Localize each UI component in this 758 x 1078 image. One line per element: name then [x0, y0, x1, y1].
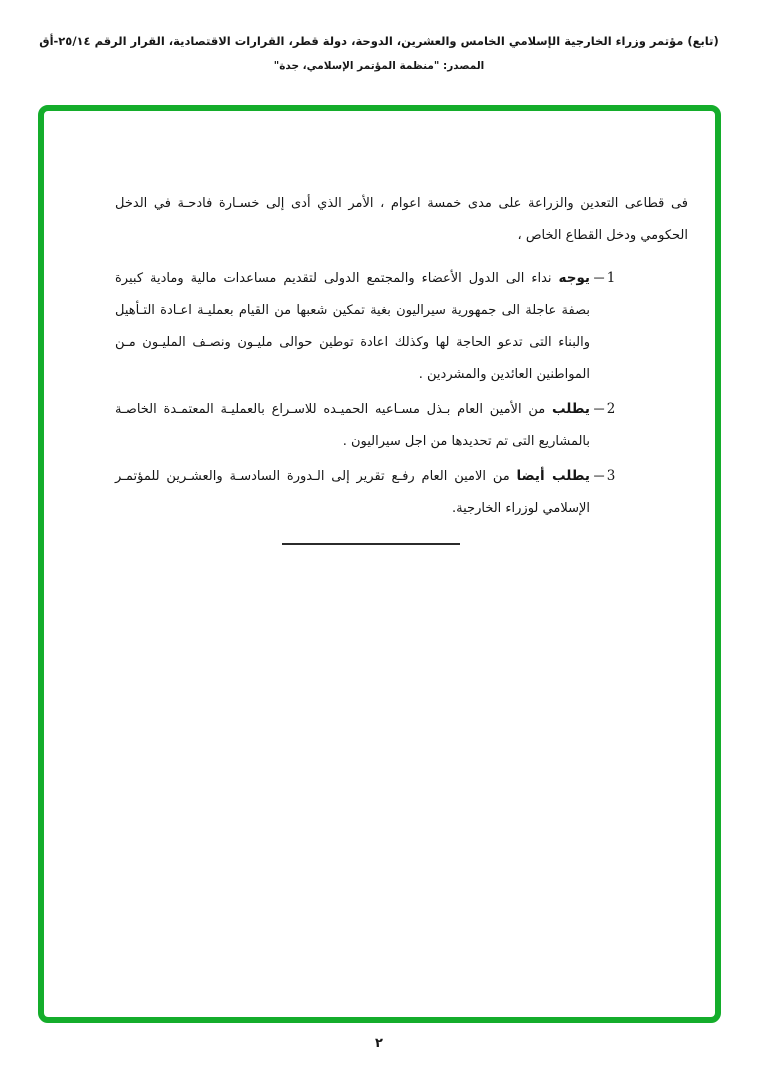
header-source: المصدر: "منظمة المؤتمر الإسلامي، جدة" — [273, 60, 485, 72]
list-item-keyword: يوجه — [558, 270, 590, 286]
list-item — [115, 393, 688, 458]
document-body — [115, 188, 688, 545]
list-item — [115, 460, 688, 525]
list-item-marker — [590, 460, 688, 525]
list-item-number: 2 — [606, 401, 616, 417]
list-item-text — [115, 393, 590, 458]
list-item-dash: – — [593, 270, 606, 286]
list-item-number: 1 — [606, 270, 616, 286]
list-item — [115, 262, 688, 391]
list-item-text — [115, 460, 590, 525]
separator-line — [282, 543, 460, 545]
list-item-body: من الأمين العام بـذل مسـاعيه الحميـده للاسـراع بالعمليـة المعتمـدة الخاصـة بالمشاريع التى تم تحديدها من اجل سيراليون . — [115, 402, 590, 449]
page-number: ٢ — [375, 1036, 383, 1051]
list-item-marker — [590, 393, 688, 458]
list-item-dash: – — [593, 468, 606, 484]
intro-paragraph: فى قطاعى التعدين والزراعة على مدى خمسة اعوام ، الأمر الذي أدى إلى خسـارة فادحـة في الدخل الحكومي ودخل القطاع الخاص ، — [115, 196, 688, 243]
list-item-body: من الامين العام رفـع تقرير إلى الـدورة السادسـة والعشـرين للمؤتمـر الإسلامي لوزراء الخارجية. — [115, 469, 590, 516]
list-item-number: 3 — [606, 468, 616, 484]
document-header — [0, 30, 758, 73]
list-item-marker — [590, 262, 688, 391]
header-citation: (تابع) مؤتمر وزراء الخارجية الإسلامي الخامس والعشرين، الدوحة، دولة قطر، القرارات الاقتصادية، القرار الرقم ٢٥/١٤-أق — [39, 34, 719, 48]
list-item-keyword: يطلب — [551, 401, 590, 417]
list-item-dash: – — [593, 401, 606, 417]
list-item-keyword: يطلب أيضا — [516, 468, 590, 484]
list-item-text — [115, 262, 590, 391]
list-item-body: نداء الى الدول الأعضاء والمجتمع الدولى لتقديم مساعدات مالية ومادية كبيرة بصفة عاجلة الى جمهورية سيراليون بغية تمكين شعبها من القيام بعمليـة اعـادة التـأهيل والبناء التى تدعو الحاجة لها وكذلك اعادة توطين حوالى مليـون ونصـف المليـون مـن المواطنين العائدين والمشردين . — [115, 271, 590, 382]
